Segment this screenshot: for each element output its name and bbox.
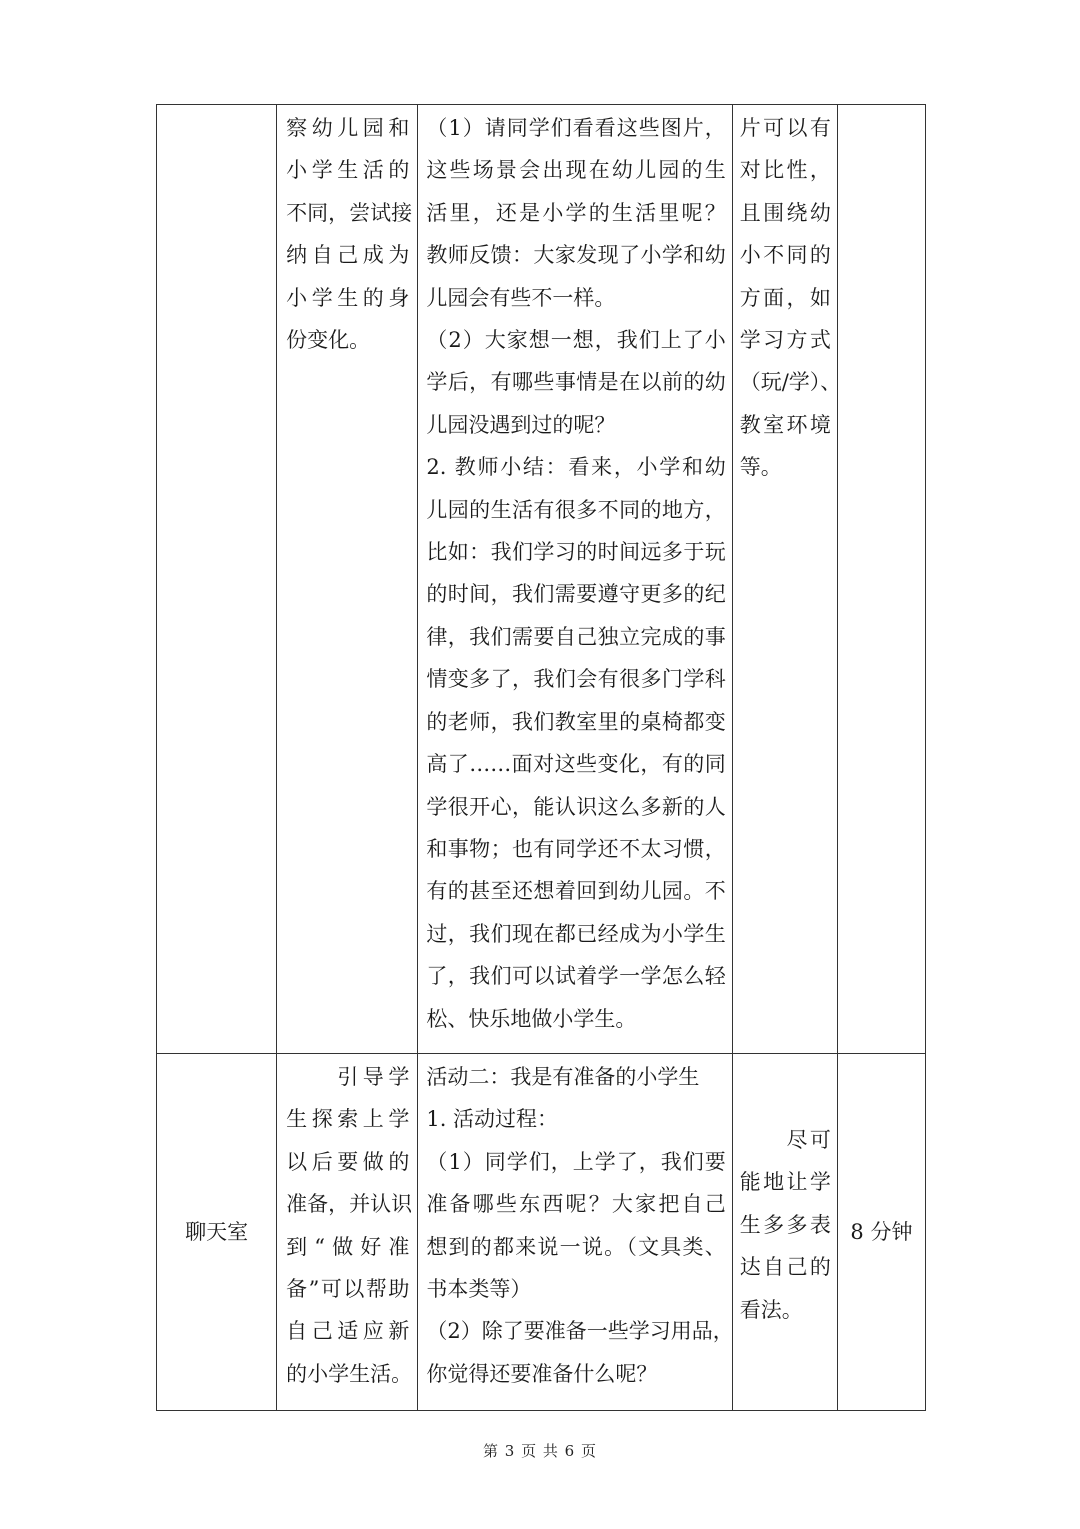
duration-label: 8 分钟 [850, 1219, 913, 1244]
text-line: 学后，有哪些事情是在以前的幼 [426, 370, 726, 395]
text-line: （玩/学）、 [739, 370, 842, 395]
text-line: 过，我们现在都已经成为小学生 [426, 921, 726, 946]
text-line: 尽可 [739, 1128, 831, 1152]
cell-activity [418, 105, 732, 1054]
cell-stage [157, 1054, 277, 1411]
note-text [733, 105, 842, 489]
objective-text [277, 1054, 417, 1395]
text-line: 有的甚至还想着回到幼儿园。不 [426, 879, 726, 904]
text-line: 了，我们可以试着学一学怎么轻 [426, 964, 726, 989]
stage-label: 聊天室 [185, 1219, 249, 1244]
text-line: 到“做好准 [286, 1234, 410, 1259]
text-line: 自己适应新 [286, 1319, 410, 1344]
cell-note [732, 1054, 837, 1411]
activity-text [418, 1054, 734, 1395]
text-line: 书本类等） [426, 1277, 532, 1302]
text-line: （1）同学们，上学了，我们要 [426, 1149, 726, 1174]
text-line: 儿园没遇到过的呢？ [426, 412, 616, 437]
cell-objective [277, 105, 418, 1054]
text-line: 和事物；也有同学还不太习惯， [426, 836, 726, 861]
text-line: 引导学 [286, 1065, 410, 1089]
text-line: 片可以有 [739, 116, 831, 140]
text-line: 你觉得还要准备什么呢？ [426, 1361, 658, 1386]
text-line: 纳自己成为 [286, 243, 410, 268]
text-line: 1. 活动过程： [426, 1107, 559, 1132]
cell-objective [277, 1054, 418, 1411]
text-line: 活里，还是小学的生活里呢？ [426, 200, 726, 225]
text-line: 教师反馈：大家发现了小学和幼 [426, 243, 726, 268]
text-line: （2）大家想一想，我们上了小 [426, 328, 726, 353]
text-line: 达自己的 [739, 1255, 831, 1280]
text-line: 学很开心，能认识这么多新的人 [426, 794, 726, 819]
cell-stage [157, 105, 277, 1054]
text-line: 生多多表 [739, 1212, 831, 1237]
text-line: 份变化。 [286, 328, 371, 353]
text-line: 且围绕幼 [739, 200, 831, 225]
text-line: 儿园的生活有很多不同的地方， [426, 497, 726, 522]
text-line: 察幼儿园和 [286, 116, 410, 140]
cell-duration [837, 105, 925, 1054]
text-line: 儿园会有些不一样。 [426, 285, 616, 310]
text-line: 以后要做的 [286, 1149, 410, 1174]
text-line: 比如：我们学习的时间远多于玩 [426, 540, 726, 565]
text-line: 活动二：我是有准备的小学生 [426, 1065, 700, 1089]
activity-text [418, 105, 731, 1040]
cell-duration [837, 1054, 925, 1411]
text-line: 学习方式 [739, 328, 831, 353]
text-line: 准备哪些东西呢？大家把自己 [426, 1192, 726, 1217]
text-line: 的老师，我们教室里的桌椅都变 [426, 709, 726, 734]
cell-note [732, 105, 842, 1054]
text-line: 生探索上学 [286, 1107, 410, 1132]
note-text [733, 1054, 837, 1331]
text-line: 这些场景会出现在幼儿园的生 [426, 158, 726, 183]
text-line: 小学生的身 [286, 285, 410, 310]
text-line: 的时间，我们需要遵守更多的纪 [426, 582, 726, 607]
text-line: 律，我们需要自己独立完成的事 [426, 624, 726, 649]
page-footer: 第 3 页 共 6 页 [483, 1442, 597, 1460]
text-line: 不同，尝试接 [286, 200, 413, 225]
text-line: 教室环境 [739, 412, 831, 437]
lesson-plan-table [156, 104, 926, 1411]
text-line: 想到的都来说一说。（文具类、 [426, 1234, 726, 1259]
text-line: 小学生活的 [286, 158, 410, 183]
text-line: （2）除了要准备一些学习用品， [426, 1319, 734, 1344]
text-line: 方面，如 [739, 285, 831, 310]
text-line: 松、快乐地做小学生。 [426, 1006, 637, 1031]
text-line: 的小学生活。 [286, 1361, 413, 1386]
text-line: 能地让学 [739, 1170, 831, 1195]
text-line: 看法。 [739, 1297, 803, 1322]
text-line: 备”可以帮助 [286, 1277, 410, 1302]
text-line: 情变多了，我们会有很多门学科 [426, 667, 726, 692]
text-line: 小不同的 [739, 243, 831, 268]
text-line: 对比性， [739, 158, 831, 183]
text-line: 高了……面对这些变化，有的同 [426, 752, 726, 777]
cell-activity [418, 1054, 732, 1411]
objective-text [277, 105, 417, 361]
text-line: （1）请同学们看看这些图片， [426, 116, 726, 140]
text-line: 准备，并认识 [286, 1192, 413, 1217]
text-line: 等。 [739, 455, 782, 480]
table-row [157, 1054, 926, 1411]
table-row [157, 105, 926, 1054]
text-line: 2. 教师小结：看来，小学和幼 [426, 455, 726, 480]
